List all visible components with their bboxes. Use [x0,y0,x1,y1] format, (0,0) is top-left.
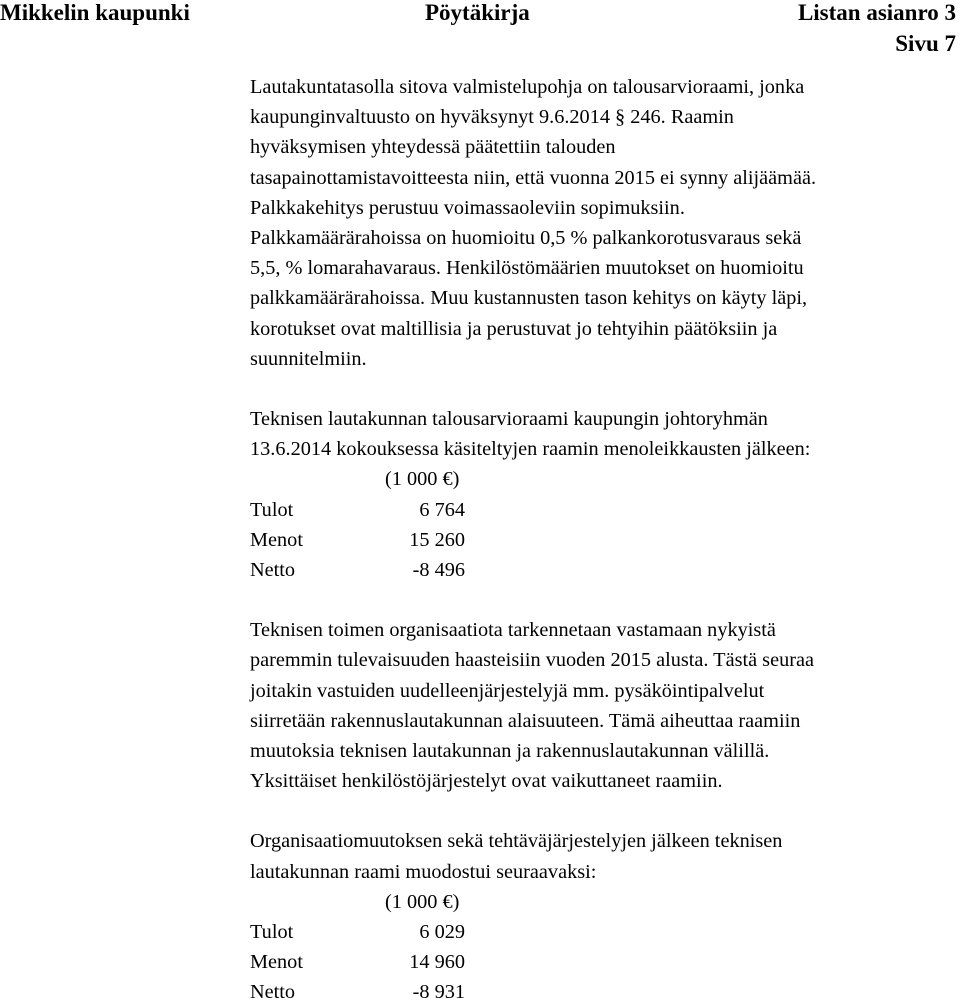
budget-table-2 [250,887,955,1008]
budget-row-income [250,917,955,947]
text-line: Yksittäiset henkilöstöjärjestelyt ovat vaikuttaneet raamiin. [250,770,723,793]
budget-table-1 [250,464,955,585]
text-line: korotukset ovat maltillisia ja perustuvat jo tehtyihin päätöksiin ja [250,317,778,340]
document-type: Pöytäkirja [425,0,530,25]
text-line: lautakunnan raami muodostui seuraavaksi: [250,860,597,883]
row-value: 6 029 [419,921,465,944]
text-line: Lautakuntatasolla sitova valmistelupohja on talousarvioraami, jonka [250,76,805,98]
budget-row-expenses [250,947,955,977]
text-line: Palkkamäärärahoissa on huomioitu 0,5 % palkankorotusvaraus sekä [250,227,802,250]
text-line: Teknisen lautakunnan talousarvioraami kaupungin johtoryhmän [250,408,768,431]
text-line: paremmin tulevaisuuden haasteisiin vuoden 2015 alusta. Tästä seuraa [250,649,814,672]
text-line: Organisaatiomuutoksen sekä tehtäväjärjestelyjen jälkeen teknisen [250,830,783,853]
row-value: 14 960 [409,951,465,974]
page-number: Sivu 7 [895,31,956,56]
text-line: siirretään rakennuslautakunnan alaisuuteen. Tämä aiheuttaa raamiin [250,709,801,732]
text-line: suunnitelmiin. [250,347,367,370]
text-line: 13.6.2014 kokouksessa käsiteltyjen raamin menoleikkausten jälkeen: [250,438,811,461]
row-label: Netto [250,981,296,1004]
text-line: 5,5, % lomarahavaraus. Henkilöstömäärien muutokset on huomioitu [250,257,804,280]
text-line: joitakin vastuiden uudelleenjärjestelyjä mm. pysäköintipalvelut [250,679,765,702]
item-number: Listan asianro 3 [797,0,956,25]
text-line: Palkkakehitys perustuu voimassaoleviin sopimuksiin. [250,196,685,219]
budget-row-expenses [250,525,955,555]
row-label: Menot [250,951,303,974]
document-body [250,72,955,1008]
paragraph-organization [250,615,955,796]
organization-name: Mikkelin kaupunki [0,0,190,25]
paragraph-budget-basis [250,72,955,374]
row-label: Tulot [250,921,294,944]
text-line: Teknisen toimen organisaatiota tarkennetaan vastamaan nykyistä [250,619,776,642]
row-value: 6 764 [419,498,465,521]
row-label: Netto [250,559,296,582]
paragraph-framework-intro [250,404,955,464]
document-header [0,0,960,70]
text-line: tasapainottamistavoitteesta niin, että vuonna 2015 ei synny alijäämää. [250,166,817,189]
row-value: -8 931 [412,981,465,1004]
paragraph-final-framework [250,826,955,886]
budget-row-income [250,495,955,525]
budget-row-net [250,555,955,585]
row-label: Menot [250,528,303,551]
budget-row-net [250,977,955,1007]
text-line: palkkamäärärahoissa. Muu kustannusten tason kehitys on käyty läpi, [250,287,808,310]
row-value: -8 496 [412,559,465,582]
budget-unit: (1 000 €) [385,468,460,491]
text-line: hyväksymisen yhteydessä päätettiin talouden [250,136,616,159]
row-label: Tulot [250,498,294,521]
text-line: muutoksia teknisen lautakunnan ja rakennuslautakunnan välillä. [250,740,770,763]
text-line: kaupunginvaltuusto on hyväksynyt 9.6.2014 § 246. Raamin [250,106,734,129]
budget-unit: (1 000 €) [385,890,460,913]
row-value: 15 260 [409,528,465,551]
